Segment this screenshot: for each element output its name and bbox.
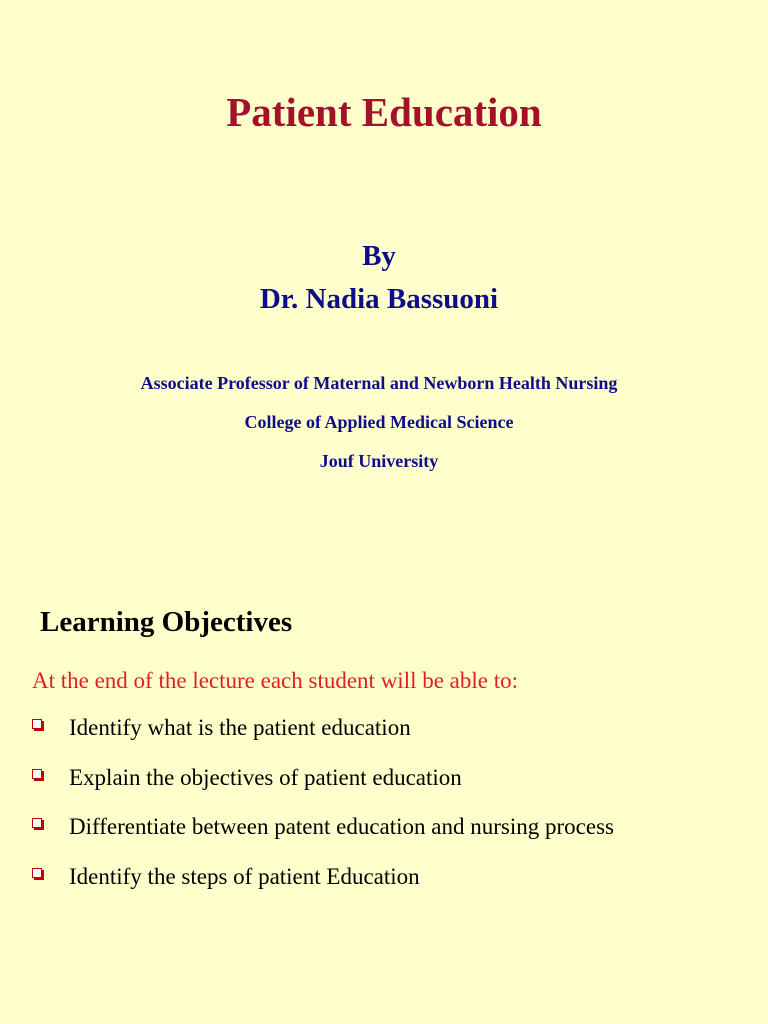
square-bullet-icon (32, 719, 42, 729)
author-college: College of Applied Medical Science (244, 412, 514, 432)
author-name: Dr. Nadia Bassuoni (259, 283, 499, 315)
objectives-slide (0, 540, 768, 1024)
author-position: Associate Professor of Maternal and Newborn Health Nursing (140, 373, 618, 393)
by-label: By (362, 240, 396, 272)
objective-text: Identify the steps of patient Education (69, 863, 420, 889)
square-bullet-icon (32, 769, 42, 779)
objective-text: Explain the objectives of patient education (69, 764, 462, 790)
objective-text: Differentiate between patent education and nursing process (69, 814, 614, 839)
objectives-heading: Learning Objectives (40, 606, 293, 638)
square-bullet-icon (32, 818, 42, 828)
objective-text: Identify what is the patient education (69, 715, 411, 740)
square-bullet-icon (32, 868, 42, 878)
author-university: Jouf University (319, 451, 439, 471)
objectives-intro: At the end of the lecture each student will be able to: (32, 668, 519, 693)
presentation-title: Patient Education (226, 89, 542, 135)
